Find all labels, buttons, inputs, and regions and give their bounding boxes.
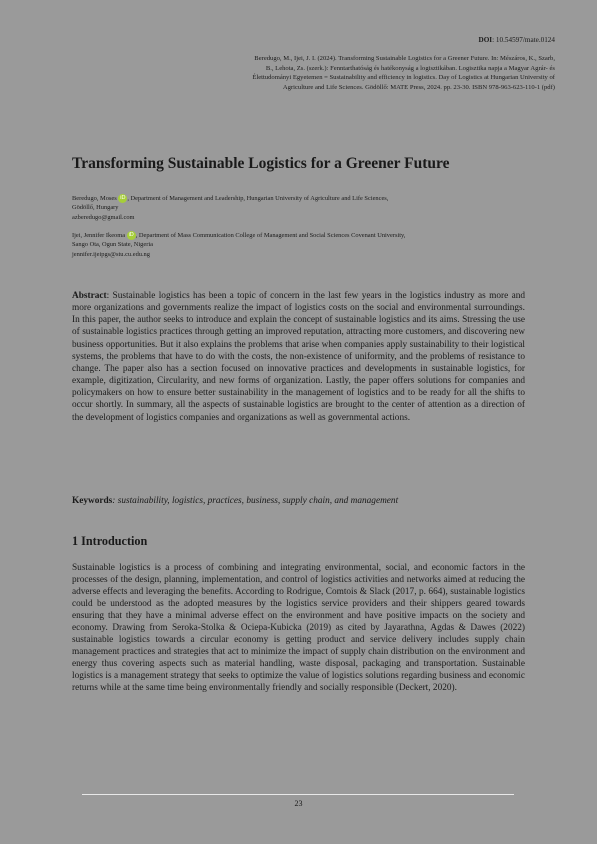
citation-block: Beredugo, M., Ijei, J. I. (2024). Transforming Sustainable Logistics for a Greener Future. In: Mészáros, K., Szarb, B., Lehota, Zs. (szerk.): Fenntarthatóság és hatékonyság a logisztikában. Logisztika napja a Magyar Agrár- és Élettudományi Egyetemen = Sustainability and efficiency in logistics. Day of Logistics at Hungarian University of Agriculture and Life Sciences. Gödöllő: MATE Press, 2024. pp. 23-30. ISBN 978-963-623-110-1 (pdf) bbox=[252, 55, 555, 91]
doi-label: DOI bbox=[478, 36, 493, 44]
keywords-label: Keywords bbox=[72, 496, 113, 506]
section-heading: 1 Introduction bbox=[72, 534, 148, 548]
abstract-label: Abstract bbox=[72, 291, 107, 301]
author-name: Ijei, Jennifer Ikeoma bbox=[72, 232, 126, 239]
author-affiliation: , Department of Management and Leadership, Hungarian University of Agriculture and Life Sciences, bbox=[127, 195, 389, 202]
page-number: 23 bbox=[294, 799, 303, 808]
orcid-icon[interactable]: iD bbox=[128, 232, 134, 238]
doi-value[interactable]: : 10.54597/mate.0124 bbox=[492, 36, 555, 44]
author-location: Gödöllő, Hungary bbox=[72, 204, 119, 212]
abstract bbox=[72, 290, 525, 424]
author-location: Sango Ota, Ogun State, Nigeria bbox=[72, 241, 153, 249]
section-body: Sustainable logistics is a process of combining and integrating environmental, social, and economic factors in the processes of the design, planning, implementation, and control of logistics activities and networks aimed at reducing the adverse effects and leveraging the benefits. According to Rodrigue, Comtois & Slack (2017, p. 664), sustainable logistics could be understood as the adopted measures by the logistics service providers and their shippers geared towards ensuring that they have a minimal adverse effect on the environment and have positive impacts on the society and economy. Drawing from Seroka-Stolka & Ociepa-Kubicka (2019) as cited by Jayarathna, Agdas & Dawes (2022) sustainable logistics towards a circular economy is getting product and service delivery includes supply chain management practices and strategies that act to minimize the impact of supply chain distribution on the environment and energy thus covering aspects such as material handling, waste disposal, packaging and transportation. Sustainable logistics is a management strategy that seeks to optimize the value of logistics solutions regarding business and economic returns while at the same time being environmentally friendly and socially responsible (Deckert, 2020). bbox=[72, 563, 525, 694]
author-email[interactable]: jennifer.ijeipgs@stu.cu.edu.ng bbox=[72, 250, 150, 258]
doi-line bbox=[479, 36, 555, 44]
keywords bbox=[72, 496, 525, 506]
keywords-text: : sustainability, logistics, practices, business, supply chain, and management bbox=[112, 496, 399, 506]
author-name: Beredugo, Moses bbox=[72, 195, 117, 202]
author-affiliation: , Department of Mass Communication College of Management and Social Sciences Covenant University, bbox=[135, 232, 406, 239]
abstract-text: : Sustainable logistics has been a topic of concern in the last few years in the logistics industry as more and more organizations and governments realize the impact of logistics costs on the social and environmental surroundings. In this paper, the author seeks to introduce and explain the concept of sustainable logistics and its aims. Stressing the use of sustainable logistics practices through getting an improved reputation, attracting more customers, and discovering new business opportunities. But it also explains the problems that arise when companies apply sustainability to their logistical systems, the problems that have to do with the costs, the non-existence of uniformity, and the problems of resistance to change. The paper also has a section focused on innovative practices and developments in sustainable logistics, for example, digitization, Circularity, and new forms of organization. Lastly, the paper offers solutions for companies and policymakers on how to ensure better sustainability in the management of logistics and to be ready for all the shifts to occur shortly. In summary, all the aspects of sustainable logistics are brought to the center of attention as a direction of the development of logistics companies and organizations as well as governmental actions. bbox=[72, 291, 525, 423]
footer-divider bbox=[82, 794, 514, 795]
author-block-2 bbox=[72, 231, 532, 259]
author-email[interactable]: azberedugo@gmail.com bbox=[72, 213, 135, 221]
author-block-1 bbox=[72, 194, 532, 222]
orcid-icon[interactable]: iD bbox=[120, 195, 126, 201]
paper-title: Transforming Sustainable Logistics for a Greener Future bbox=[72, 155, 450, 172]
